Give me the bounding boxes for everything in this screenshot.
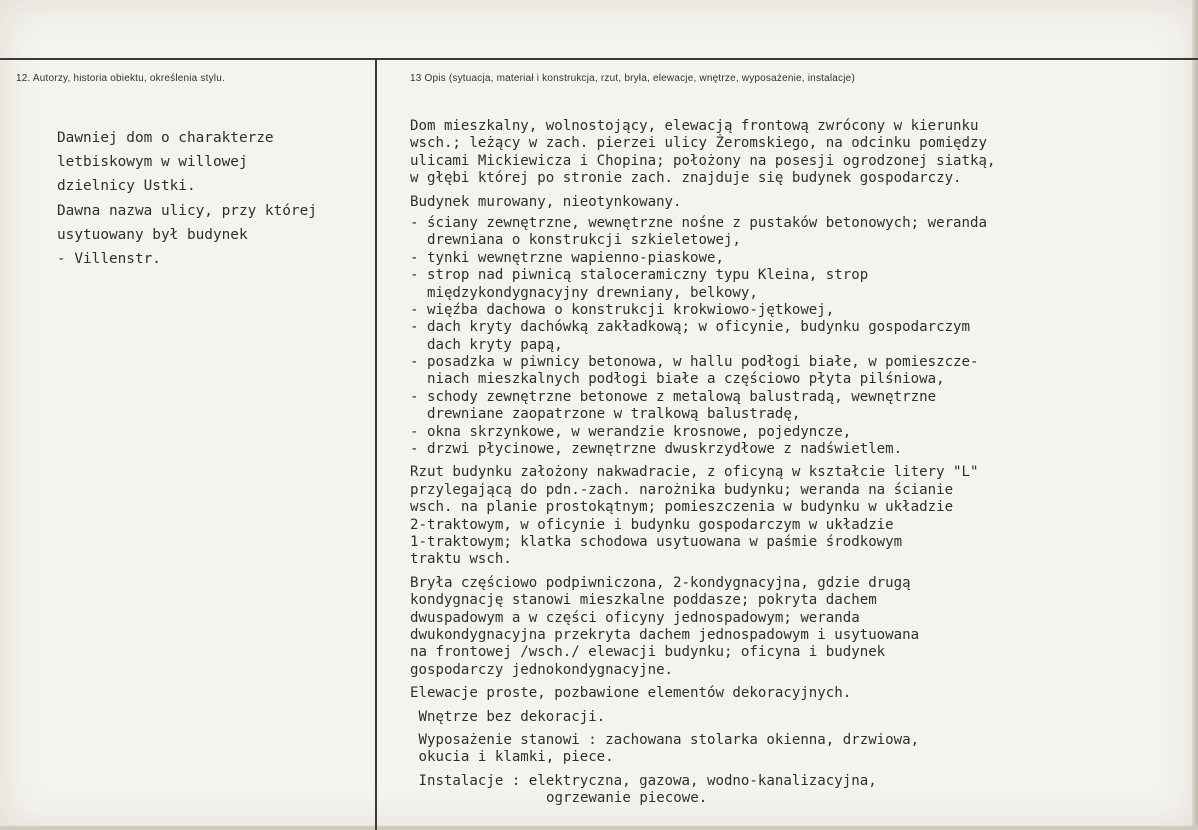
text-line: ogrzewanie piecowe. <box>546 790 708 807</box>
text-line: wsch. na planie prostokątnym; pomieszczenia w budynku w układzie <box>410 499 954 516</box>
list-item: - posadzka w piwnicy betonowa, w hallu podłogi białe, w pomieszcze- <box>410 354 979 371</box>
paragraph-materials <box>410 194 1170 459</box>
text-line: na frontowej /wsch./ elewacji budynku; oficyna i budynek <box>410 644 886 661</box>
text-line: w głębi której po stronie zach. znajduje się budynek gospodarczy. <box>410 170 962 187</box>
text-line: kondygnację stanowi mieszkalne poddasze; pokryta dachem <box>410 592 877 609</box>
page-edge-bottom <box>0 826 1198 830</box>
paragraph-location <box>410 118 1170 188</box>
text-line: Elewacje proste, pozbawione elementów dekoracyjnych. <box>410 685 852 702</box>
paragraph-installations <box>410 773 1170 808</box>
paragraph-plan <box>410 464 1170 568</box>
list-item: - strop nad piwnicą staloceramiczny typu Kleina, strop <box>410 267 869 284</box>
section-12-label: 12. Autorzy, historia obiektu, określenia stylu. <box>16 73 225 84</box>
page-edge-right <box>1192 0 1198 830</box>
list-item: - schody zewnętrzne betonowe z metalową balustradą, wewnętrzne <box>410 388 937 405</box>
paragraph-elevations <box>410 685 1170 702</box>
horizontal-rule <box>0 58 1198 60</box>
text-line: Rzut budynku założony nakwadracie, z oficyną w kształcie litery "L" <box>410 464 979 481</box>
list-item: drewniana o konstrukcji szkieletowej, <box>410 232 741 249</box>
text-line: usytuowany był budynek <box>57 226 248 243</box>
text-line: Instalacje : elektryczna, gazowa, wodno-kanalizacyjna, <box>410 772 877 789</box>
list-item: - więźba dachowa o konstrukcji krokwiowo-jętkowej, <box>410 301 835 318</box>
text-line: Wnętrze bez dekoracji. <box>410 708 606 725</box>
text-line: Dawna nazwa ulicy, przy której <box>57 202 317 219</box>
column-divider <box>375 58 377 830</box>
text-line: dzielnicy Ustki. <box>57 178 196 195</box>
text-line: Wyposażenie stanowi : zachowana stolarka okienna, drzwiowa, <box>410 731 920 748</box>
text-line: okucia i klamki, piece. <box>410 749 614 766</box>
text-line: Bryła częściowo podpiwniczona, 2-kondygnacyjna, gdzie drugą <box>410 574 911 591</box>
section-12-text <box>57 126 357 271</box>
text-line: letbiskowym w willowej <box>57 154 248 171</box>
text-line: przylegającą do pdn.-zach. narożnika budynku; weranda na ścianie <box>410 481 954 498</box>
text-line: ulicami Mickiewicza i Chopina; położony na posesji ogrodzonej siatką, <box>410 152 996 169</box>
paragraph-massing <box>410 575 1170 679</box>
text-line: gospodarczy jednokondygnacyjne. <box>410 661 674 678</box>
list-item: - drzwi płycinowe, zewnętrzne dwuskrzydłowe z nadświetlem. <box>410 441 903 458</box>
list-item: - ściany zewnętrzne, wewnętrzne nośne z pustaków betonowych; weranda <box>410 214 987 231</box>
section-13-text <box>410 118 1170 813</box>
text-line: - Villenstr. <box>57 251 161 268</box>
list-item: - okna skrzynkowe, w werandzie krosnowe, pojedyncze, <box>410 423 852 440</box>
text-line: Budynek murowany, nieotynkowany. <box>410 193 682 210</box>
text-line: Dawniej dom o charakterze <box>57 130 274 146</box>
text-line: 2-traktowym, w oficynie i budynku gospodarczym w układzie <box>410 516 894 533</box>
list-item: międzykondygnacyjny drewniany, belkowy, <box>410 284 758 301</box>
text-line: Dom mieszkalny, wolnostojący, elewacją frontową zwrócony w kierunku <box>410 118 979 134</box>
list-item: drewniane zaopatrzone w tralkową balustradę, <box>410 406 801 423</box>
list-item: - dach kryty dachówką zakładkową; w oficynie, budynku gospodarczym <box>410 319 971 336</box>
list-item: dach kryty papą, <box>410 336 563 353</box>
text-line: dwuspadowym a w części oficyny jednospadowym; weranda <box>410 609 860 626</box>
text-line: wsch.; leżący w zach. pierzei ulicy Żeromskiego, na odcinku pomiędzy <box>410 135 987 152</box>
text-line: 1-traktowym; klatka schodowa usytuowana w paśmie środkowym <box>410 533 903 550</box>
list-item: - tynki wewnętrzne wapienno-piaskowe, <box>410 249 724 266</box>
paragraph-furnishings <box>410 732 1170 767</box>
paragraph-interior <box>410 709 1170 726</box>
text-line: dwukondygnacyjna przekryta dachem jednospadowym i usytuowana <box>410 626 920 643</box>
list-item: niach mieszkalnych podłogi białe a częściowo płyta pilśniowa, <box>410 371 945 388</box>
section-13-label: 13 Opis (sytuacja, materiał i konstrukcja, rzut, bryła, elewacje, wnętrze, wyposażenie, instalacje) <box>410 73 855 84</box>
text-line: traktu wsch. <box>410 551 512 568</box>
